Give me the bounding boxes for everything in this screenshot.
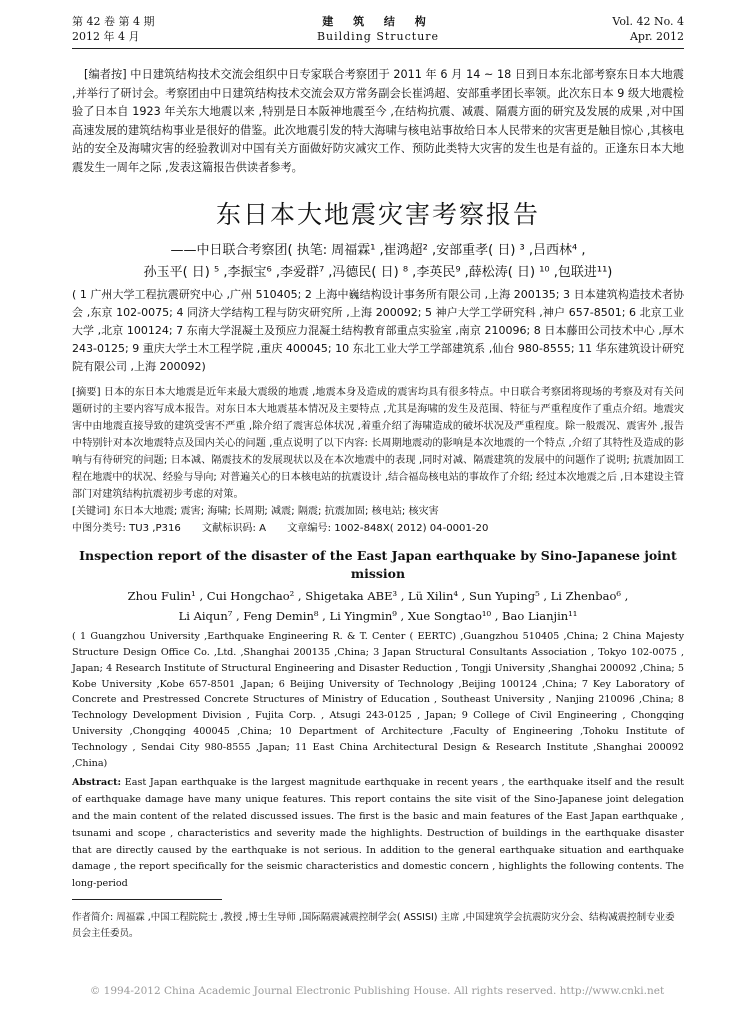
running-header — [72, 0, 684, 54]
journal-name-cn: 建 筑 结 构 — [322, 15, 434, 28]
abstract-cn: [摘要] 日本的东日本大地震是近年来最大震级的地震 ,地震本身及造成的震害均具有很多特点。中日联合考察团将现场的考察及对有关问题研讨的主要内容写成本报告。对东日本大地震基本情况及主要特点 ,尤其是海啸的发生及范围、特征与严重程度作了重点介绍。地震灾害中由地震直接导致的建筑受害不严重 ,除介绍了震害总体状况 ,着重介绍了海啸造成的破坏状况及严重程度。除一般震况、震害外 ,报告中特别针对本次地震特点及国内关心的问题 ,重点说明了以下内容: 长周期地震动的影响是本次地震的一个特点 ,介绍了其特性及造成的影响与有待研究的问题; 日本减、隔震技术的发展现状以及在本次地震中的表现 ,同时对减、隔震建筑的发展中的问题作了说明; 抗震加固工程在地震中的状况、经验与导向; 对普遍关心的日本核电站的抗震设计 ,结合福岛核电站的事故作了介绍; 经过本次地震之后 ,日本建设主管部门对建筑结构抗震初步考虑的对策。 — [72, 386, 684, 501]
footnote-rule — [72, 899, 222, 900]
affiliations-cn: ( 1 广州大学工程抗震研究中心 ,广州 510405; 2 上海中巍结构设计事务所有限公司 ,上海 200135; 3 日本建筑构造技术者协会 ,东京 102-0075; 4 同济大学结构工程与防灾研究所 ,上海 200092; 5 神户大学工学研究科 ,神户 657-8501; 6 北京工业大学 ,北京 100124; 7 东南大学混凝土及预应力混凝土结构教育部重点实验室 ,南京 210096; 8 日本藤田公司技术中心 ,厚木 243-0125; 9 重庆大学土木工程学院 ,重庆 400045; 10 东北工业大学工学部建筑系 ,仙台 980-8555; 11 华东建筑设计研究院有限公司 ,上海 200092) — [72, 287, 684, 373]
copyright-watermark: © 1994-2012 China Academic Journal Electronic Publishing House. All rights reserved. http://www.cnki.net — [89, 985, 665, 997]
clc-number: 中图分类号: TU3 ,P316 — [72, 523, 181, 535]
journal-name-en: Building Structure — [316, 30, 440, 43]
abstract-en-text: East Japan earthquake is the largest magnitude earthquake in recent years , the earthquake itself and the result of earthquake damage have many unique features. This report contains the site visit of the Sino-Japanese joint delegation and the main content of the related discussed issues. The first is the basic and main features of the East Japan earthquake , tsunami and scope , characteristics and severity made the highlights. Destruction of buildings in the earthquake disaster that are directly caused by the earthquake is not serious. In addition to the general earthquake situation and earthquake damage , the report specifically for the seismic characteristics and domestic concern , highlights the following contents. The long-period — [72, 777, 684, 890]
classification-cn — [72, 520, 684, 537]
header-center — [72, 14, 684, 44]
volume-en: Vol. 42 No. 4 — [612, 15, 684, 28]
article-title-cn: 东日本大地震灾害考察报告 — [215, 199, 540, 229]
authors-cn — [72, 240, 684, 284]
keywords-cn: [关键词] 东日本大地震; 震害; 海啸; 长周期; 减震; 隔震; 抗震加固; 核电站; 核灾害 — [72, 506, 439, 518]
journal-page — [72, 0, 684, 942]
header-rule — [72, 48, 684, 49]
authors-en-line1: Zhou Fulin¹ , Cui Hongchao² , Shigetaka ABE³ , Lü Xilin⁴ , Sun Yuping⁵ , Li Zhenbao⁶ , — [127, 589, 629, 604]
article-number: 文章编号: 1002-848X( 2012) 04-0001-20 — [287, 523, 489, 535]
volume-cn: 第 42 卷 第 4 期 — [72, 15, 155, 28]
abstract-en-label: Abstract: — [72, 777, 122, 789]
header-right — [612, 14, 684, 44]
authors-en — [72, 586, 684, 626]
authors-en-line2: Li Aiqun⁷ , Feng Demin⁸ , Li Yingmin⁹ , Xue Songtao¹⁰ , Bao Lianjin¹¹ — [178, 609, 578, 624]
document-code: 文献标识码: A — [202, 523, 267, 535]
authors-cn-line1: ——中日联合考察团( 执笔: 周福霖¹ ,崔鸿超² ,安部重孝( 日) ³ ,吕西林⁴ , — [170, 242, 586, 258]
affiliations-en: ( 1 Guangzhou University ,Earthquake Engineering R. & T. Center ( EERTC) ,Guangzhou 510405 ,China; 2 China Majesty Structure Design Office Co. ,Ltd. ,Shanghai 200135 ,China; 3 Japan Structural Consultants Association , Tokyo 102-0075 , Japan; 4 Research Institute of Structural Engineering and Disaster Reduction , Tongji University ,Shanghai 200092 ,China; 5 Kobe University ,Kobe 657-8501 ,Japan; 6 Beijing University of Technology ,Beijing 100124 ,China; 7 Key Laboratory of Concrete and Prestressed Concrete Structures of Ministry of Education , Southeast University , Nanjing 210096 ,China; 8 Technology Development Division , Fujita Corp. , Atsugi 243-0125 , Japan; 9 College of Civil Engineering , Chongqing University ,Chongqing 400045 ,China; 10 Department of Architecture ,Faculty of Engineering ,Tohoku Institute of Technology , Sendai City 980-8555 ,Japan; 11 East China Architectural Design & Research Institute ,Shanghai 200092 ,China) — [72, 631, 684, 769]
author-footnote: 作者简介: 周福霖 ,中国工程院院士 ,教授 ,博士生导师 ,国际隔震减震控制学会( ASSISI) 主席 ,中国建筑学会抗震防灾分会、结构减震控制专业委员会主任委员。 — [72, 911, 675, 939]
date-cn: 2012 年 4 月 — [72, 30, 140, 43]
date-en: Apr. 2012 — [629, 30, 684, 43]
abstract-en — [72, 775, 684, 893]
editor-note: [编者按] 中日建筑结构技术交流会组织中日专家联合考察团于 2011 年 6 月 14 ~ 18 日到日本东北部考察东日本大地震 ,并举行了研讨会。考察团由中日建筑结构技术交流会双方常务副会长崔鸿超、安部重孝团长率领。此次东日本 9 级大地震检验了日本自 1923 年关东大地震以来 ,特别是日本阪神地震至今 ,在结构抗震、减震、隔震方面的研究及发展的成果 ,对中国高速发展的建筑结构事业是很好的借鉴。此次地震引发的特大海啸与核电站事故给日本人民带来的灾害更是触目惊心 ,其核电站的安全及海啸灾害的经验教训对中国有关方面做好防灾减灾工作、预防此类特大灾害的发生也是有益的。正逢东日本大地震发生一周年之际 ,发表这篇报告供读者参考。 — [72, 68, 684, 174]
article-title-en: Inspection report of the disaster of the East Japan earthquake by Sino-Japanese joint mission — [79, 548, 677, 582]
authors-cn-line2: 孙玉平( 日) ⁵ ,李振宝⁶ ,李爱群⁷ ,冯德民( 日) ⁸ ,李英民⁹ ,薛松涛( 日) ¹⁰ ,包联进¹¹) — [143, 264, 613, 280]
